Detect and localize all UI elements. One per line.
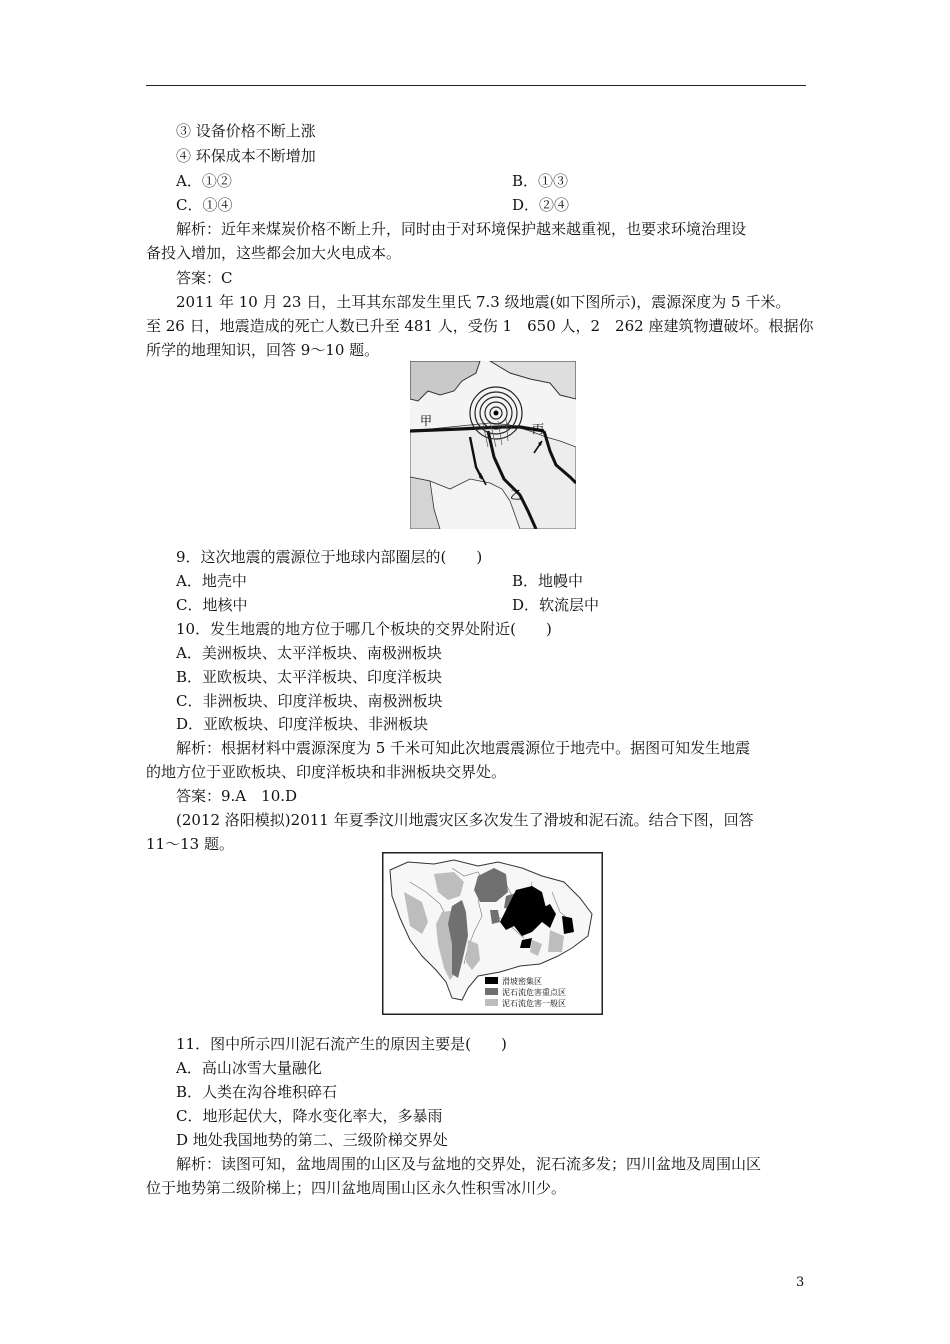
- choice-d: D．亚欧板块、印度洋板块、非洲板块: [176, 715, 429, 733]
- passage-line: 所学的地理知识，回答 9～10 题。: [146, 341, 380, 359]
- choice-b: B．亚欧板块、太平洋板块、印度洋板块: [176, 668, 443, 686]
- legend-swatch-major-debris: [485, 988, 498, 995]
- question-10: 10．发生地震的地方位于哪几个板块的交界处附近( ): [176, 620, 552, 638]
- choice-a: A．美洲板块、太平洋板块、南极洲板块: [176, 644, 442, 662]
- label-bing: 丙: [532, 422, 545, 436]
- choice-b: B．人类在沟谷堆积碎石: [176, 1083, 338, 1101]
- option-3: ③ 设备价格不断上涨: [176, 122, 316, 140]
- choice-b: B．①③: [512, 172, 569, 190]
- passage-line: (2012 洛阳模拟)2011 年夏季汶川地震灾区多次发生了滑坡和泥石流。结合下图，回答: [176, 811, 754, 829]
- choice-b: B．地幔中: [512, 572, 584, 590]
- choice-c: C．地核中: [176, 596, 248, 614]
- label-jia: 甲: [420, 414, 433, 428]
- analysis-line: 解析：读图可知，盆地周围的山区及与盆地的交界处，泥石流多发；四川盆地及周围山区: [176, 1155, 762, 1173]
- choice-d: D 地处我国地势的第二、三级阶梯交界处: [176, 1131, 448, 1149]
- legend-swatch-landslide: [485, 977, 498, 984]
- sichuan-hazard-map: [382, 852, 603, 1015]
- choice-d: D．②④: [512, 196, 570, 214]
- page-number: 3: [796, 1275, 805, 1290]
- choice-a: A．地壳中: [176, 572, 247, 590]
- analysis-line: 的地方位于亚欧板块、印度洋板块和非洲板块交界处。: [146, 763, 507, 781]
- legend-swatch-general-debris: [485, 999, 498, 1006]
- passage-line: 11～13 题。: [146, 835, 234, 853]
- analysis-line: 解析：近年来煤炭价格不断上升，同时由于对环境保护越来越重视，也要求环境治理设: [176, 220, 747, 238]
- legend-label-general-debris: 泥石流危害一般区: [502, 999, 566, 1008]
- choice-c: C．①④: [176, 196, 233, 214]
- turkey-earthquake-map: [410, 361, 576, 529]
- question-11: 11．图中所示四川泥石流产生的原因主要是( ): [176, 1035, 507, 1053]
- choice-c: C．非洲板块、印度洋板块、南极洲板块: [176, 692, 443, 710]
- passage-line: 至 26 日，地震造成的死亡人数已升至 481 人，受伤 1 650 人，2 262 座建筑物遭破坏。根据你: [146, 317, 814, 335]
- analysis-line: 解析：根据材料中震源深度为 5 千米可知此次地震震源位于地壳中。据图可知发生地震: [176, 739, 751, 757]
- analysis-line: 位于地势第二级阶梯上；四川盆地周围山区永久性积雪冰川少。: [146, 1179, 567, 1197]
- answer-line: 答案：9.A 10.D: [176, 787, 298, 805]
- option-4: ④ 环保成本不断增加: [176, 147, 316, 165]
- answer-line: 答案：C: [176, 269, 233, 287]
- header-rule: [146, 85, 806, 86]
- choice-a: A．①②: [176, 172, 232, 190]
- passage-line: 2011 年 10 月 23 日，土耳其东部发生里氏 7.3 级地震(如下图所示)，震源深度为 5 千米。: [176, 293, 791, 311]
- choice-d: D．软流层中: [512, 596, 600, 614]
- choice-c: C．地形起伏大，降水变化率大，多暴雨: [176, 1107, 443, 1125]
- question-9: 9．这次地震的震源位于地球内部圈层的( ): [176, 548, 483, 566]
- choice-a: A．高山冰雪大量融化: [176, 1059, 322, 1077]
- legend-label-major-debris: 泥石流危害重点区: [502, 988, 566, 997]
- label-yi: 乙: [510, 488, 523, 502]
- analysis-line: 备投入增加，这些都会加大火电成本。: [146, 244, 402, 262]
- legend-label-landslide: 滑坡密集区: [502, 977, 542, 986]
